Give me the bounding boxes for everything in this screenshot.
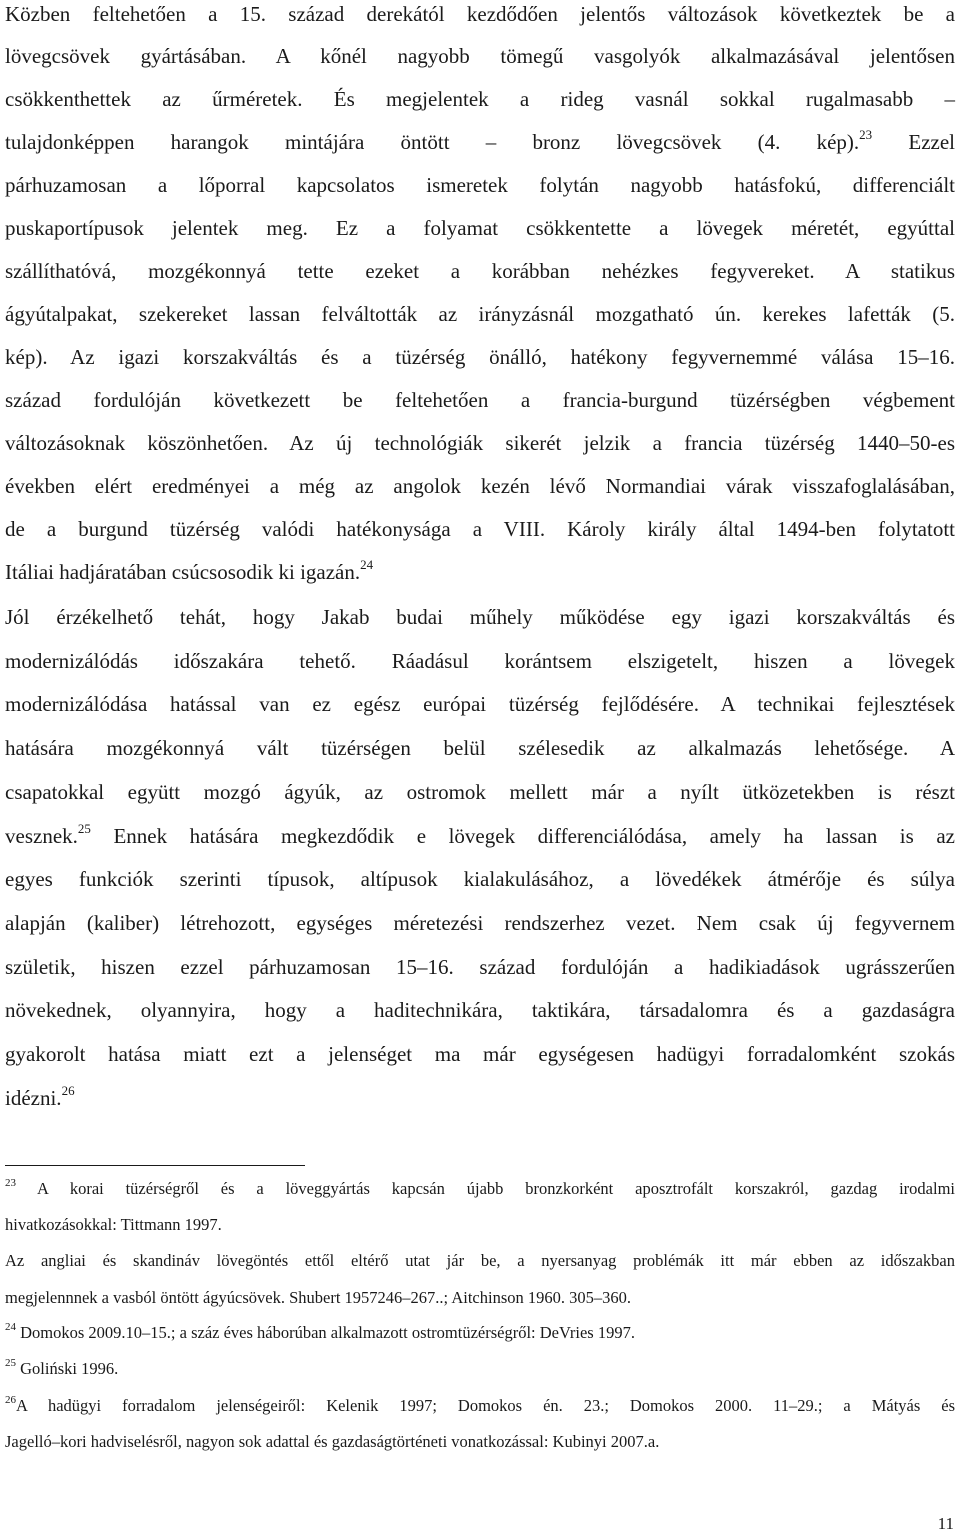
page-number: 11	[937, 1514, 954, 1533]
footnote-line: hivatkozásokkal: Tittmann 1997.	[5, 1215, 222, 1234]
body-line: szállíthatóvá, mozgékonnyá tette ezeket a korábban nehézkes fegyvereket. A statikus	[5, 259, 955, 283]
footnote-separator	[5, 1165, 305, 1166]
body-line: alapján (kaliber) létrehozott, egységes méretezési rendszerhez vezet. Nem csak új fegyvernem	[5, 911, 955, 935]
body-line: puskaportípusok jelentek meg. Ez a folyamat csökkentette a lövegek méretét, egyúttal	[5, 216, 955, 240]
footnote-number: 24	[5, 1321, 16, 1333]
footnote-number: 23	[5, 1177, 16, 1189]
body-line: egyes funkciók szerinti típusok, altípusok kialakulásához, a lövedékek átmérője és súlya	[5, 867, 955, 891]
body-line: csapatokkal együtt mozgó ágyúk, az ostromok mellett már a nyílt ütközetekben is részt	[5, 780, 955, 804]
body-line: változásoknak köszönhetően. Az új technológiák sikerét jelzik a francia tüzérség 1440–50-es	[5, 431, 955, 455]
footnote-ref[interactable]: 25	[77, 821, 91, 836]
body-line: lövegcsövek gyártásában. A kőnél nagyobb tömegű vasgolyók alkalmazásával jelentősen	[5, 44, 955, 68]
body-line: években elért eredményei a még az angolok kezén lévő Normandiai várak visszafoglalásában,	[5, 474, 955, 498]
body-line: Itáliai hadjáratában csúcsosodik ki igazán.$^{24}$	[5, 557, 374, 584]
body-line: tulajdonképpen harangok mintájára öntött – bronz lövegcsövek (4. kép).$^{23}$ Ezzel	[5, 127, 955, 154]
body-line: de a burgund tüzérség valódi hatékonysága a VIII. Károly király által 1494-ben folytatott	[5, 517, 955, 541]
body-line: század fordulóján következett be feltehetően a francia-burgund tüzérségben végbement	[5, 388, 955, 412]
body-line: modernizálódása hatással van ez egész európai tüzérség fejlődésére. A technikai fejlesztések	[5, 692, 955, 716]
body-line: Jól érzékelhető tehát, hogy Jakab budai műhely működése egy igazi korszakváltás és	[5, 605, 955, 629]
footnote-line: $^{23}$ A korai tüzérségről és a löveggyártás kapcsán újabb bronzkorként aposztrofált korszakról, gazdag irodalmi	[5, 1177, 955, 1198]
body-line: párhuzamosan a lőporral kapcsolatos ismeretek folytán nagyobb hatásfokú, differenciált	[5, 173, 955, 197]
footnote-line: Az angliai és skandináv lövegöntés ettől eltérő utat jár be, a nyersanyag problémák itt már ebben az időszakban	[5, 1251, 955, 1270]
body-line: kép). Az igazi korszakváltás és a tüzérség önálló, hatékony fegyvernemmé válása 15–16.	[5, 345, 955, 369]
body-line: születik, hiszen ezzel párhuzamosan 15–16. század fordulóján a hadikiadások ugrásszerűen	[5, 955, 955, 979]
body-line: modernizálódás időszakára tehető. Ráadásul korántsem elszigetelt, hiszen a lövegek	[5, 649, 955, 673]
body-line: Közben feltehetően a 15. század derekától kezdődően jelentős változások következtek be a	[5, 2, 955, 26]
footnote-ref[interactable]: 23	[859, 127, 873, 142]
body-line: hatására mozgékonnyá vált tüzérségen belül szélesedik az alkalmazás lehetősége. A	[5, 736, 955, 760]
footnote-line: $^{24}$ Domokos 2009.10–15.; a száz éves háborúban alkalmazott ostromtüzérségről: DeVries 1997.	[5, 1321, 635, 1342]
footnote-ref[interactable]: 24	[360, 557, 374, 572]
footnote-ref[interactable]: 26	[61, 1083, 75, 1098]
footnote-line: $^{25}$ Goliński 1996.	[5, 1357, 119, 1378]
footnote-line: megjelennnek a vasból öntött ágyúcsövek. Shubert 1957246–267..; Aitchinson 1960. 305–360.	[5, 1288, 632, 1307]
body-line: vesznek.$^{25}$ Ennek hatására megkezdődik e lövegek differenciálódása, amely ha lassan is az	[5, 821, 955, 848]
body-line: idézni.$^{26}$	[5, 1083, 75, 1110]
body-line: növekednek, olyannyira, hogy a haditechnikára, taktikára, társadalomra és a gazdaságra	[5, 998, 955, 1022]
footnote-line: Jagelló–kori hadviselésről, nagyon sok adattal és gazdaságtörténeti vonatkozással: Kubinyi 2007.a.	[5, 1432, 660, 1451]
footnote-number: 26	[5, 1394, 16, 1406]
footnote-line: $^{26}$A hadügyi forradalom jelenségeiről: Kelenik 1997; Domokos én. 23.; Domokos 2000. 11–29.; a Mátyás és	[5, 1394, 955, 1415]
body-line: ágyútalpakat, szekereket lassan felváltották az irányzásnál mozgatható ún. kerekes lafetták (5.	[5, 302, 955, 326]
footnote-number: 25	[5, 1357, 16, 1369]
body-line: csökkenthettek az űrméretek. És megjelentek a rideg vasnál sokkal rugalmasabb –	[5, 87, 955, 111]
body-line: gyakorolt hatása miatt ezt a jelenséget ma már egységesen hadügyi forradalomként szokás	[5, 1042, 955, 1066]
